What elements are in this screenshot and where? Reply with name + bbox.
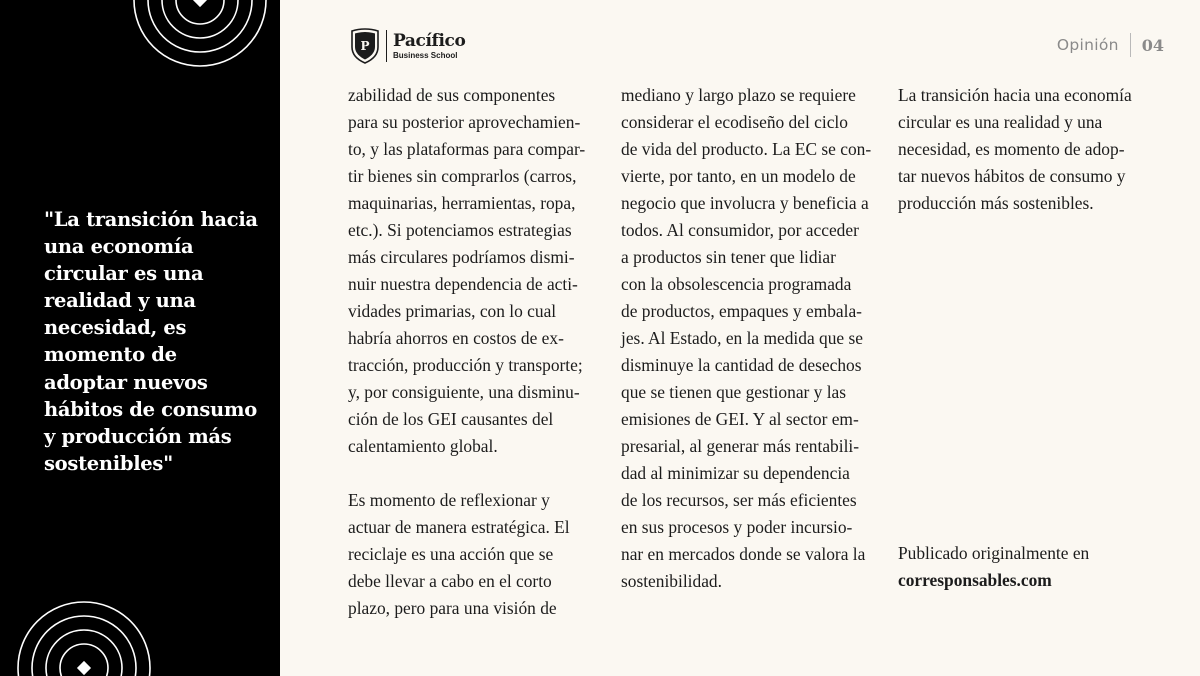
quote-line: y producción más xyxy=(44,424,232,448)
header-divider xyxy=(1130,33,1131,57)
text-line: circular es una realidad y una xyxy=(898,112,1103,132)
quote-line: circular es una xyxy=(44,262,204,286)
text-line: Es momento de reflexionar y xyxy=(348,490,550,510)
text-line: con la obsolescencia programada xyxy=(621,274,852,294)
text-line: mediano y largo plazo se requiere xyxy=(621,85,856,105)
section-label: Opinión xyxy=(1056,36,1119,54)
logo-divider xyxy=(386,30,387,62)
quote-sidebar xyxy=(0,0,280,676)
text-line: zabilidad de sus componentes xyxy=(348,85,556,105)
logo-wordmark xyxy=(393,32,465,61)
text-line: necesidad, es momento de adop- xyxy=(898,139,1125,159)
paragraph-gap xyxy=(348,460,618,487)
quote-line: sostenibles" xyxy=(44,451,173,475)
text-line: para su posterior aprovechamien- xyxy=(348,112,581,132)
text-line: presarial, al generar más rentabili- xyxy=(621,436,860,456)
svg-text:P: P xyxy=(360,39,370,53)
quote-line: realidad y una xyxy=(44,289,196,313)
source-link[interactable]: corresponsables.com xyxy=(898,570,1052,590)
section-header xyxy=(1057,33,1164,57)
text-line: La transición hacia una economía xyxy=(898,85,1132,105)
text-line: actuar de manera estratégica. El xyxy=(348,517,570,537)
text-line: to, y las plataformas para compar- xyxy=(348,139,586,159)
column1-paragraph2 xyxy=(348,487,618,622)
pull-quote xyxy=(44,206,264,477)
text-line: negocio que involucra y beneficia a xyxy=(621,193,869,213)
text-line: de los recursos, ser más eficientes xyxy=(621,490,857,510)
article-column-1 xyxy=(348,82,618,622)
published-label: Publicado originalmente en xyxy=(898,543,1090,563)
text-line: dad al minimizar su dependencia xyxy=(621,463,850,483)
text-line: considerar el ecodiseño del ciclo xyxy=(621,112,848,132)
text-line: todos. Al consumidor, por acceder xyxy=(621,220,859,240)
text-line: calentamiento global. xyxy=(348,436,498,456)
text-line: de vida del producto. La EC se con- xyxy=(621,139,872,159)
text-line: plazo, pero para una visión de xyxy=(348,598,557,618)
quote-line: "La transición hacia xyxy=(44,208,258,231)
text-line: ción de los GEI causantes del xyxy=(348,409,554,429)
text-line: vierte, por tanto, en un modelo de xyxy=(621,166,856,186)
text-line: tar nuevos hábitos de consumo y xyxy=(898,166,1126,186)
text-line: maquinarias, herramientas, ropa, xyxy=(348,193,576,213)
article-column-3 xyxy=(898,82,1168,217)
quote-line: necesidad, es xyxy=(44,316,187,340)
text-line: tracción, producción y transporte; xyxy=(348,355,583,375)
text-line: sostenibilidad. xyxy=(621,571,722,591)
shield-emblem-icon xyxy=(350,27,380,65)
text-line: a productos sin tener que lidiar xyxy=(621,247,836,267)
text-line: disminuye la cantidad de desechos xyxy=(621,355,862,375)
text-line: reciclaje es una acción que se xyxy=(348,544,554,564)
text-line: de productos, empaques y embala- xyxy=(621,301,862,321)
page-number: 04 xyxy=(1141,35,1164,55)
column2-paragraph1 xyxy=(621,82,891,595)
quote-line: una economía xyxy=(44,235,194,259)
text-line: nar en mercados donde se valora la xyxy=(621,544,866,564)
pacifico-logo xyxy=(350,27,465,65)
column1-paragraph1 xyxy=(348,82,618,460)
text-line: debe llevar a cabo en el corto xyxy=(348,571,552,591)
text-line: habría ahorros en costos de ex- xyxy=(348,328,564,348)
text-line: nuir nuestra dependencia de acti- xyxy=(348,274,578,294)
text-line: producción más sostenibles. xyxy=(898,193,1094,213)
text-line: en sus procesos y poder incursio- xyxy=(621,517,853,537)
quote-line: adoptar nuevos xyxy=(44,370,208,394)
column3-paragraph1 xyxy=(898,82,1168,217)
text-line: vidades primarias, con lo cual xyxy=(348,301,557,321)
text-line: jes. Al Estado, en la medida que se xyxy=(621,328,863,348)
quote-line: hábitos de consumo xyxy=(44,397,257,421)
concentric-circles-icon xyxy=(130,0,270,70)
quote-line: momento de xyxy=(44,343,177,367)
text-line: más circulares podríamos dismi- xyxy=(348,247,575,267)
article-column-2 xyxy=(621,82,891,595)
logo-subtitle: Business School xyxy=(393,50,458,60)
text-line: etc.). Si potenciamos estrategias xyxy=(348,220,572,240)
text-line: tir bienes sin comprarlos (carros, xyxy=(348,166,577,186)
publication-credit xyxy=(898,540,1089,594)
text-line: y, por consiguiente, una disminu- xyxy=(348,382,580,402)
concentric-circles-icon xyxy=(14,598,154,676)
text-line: que se tienen que gestionar y las xyxy=(621,382,847,402)
text-line: emisiones de GEI. Y al sector em- xyxy=(621,409,859,429)
logo-name: Pacífico xyxy=(393,30,466,51)
